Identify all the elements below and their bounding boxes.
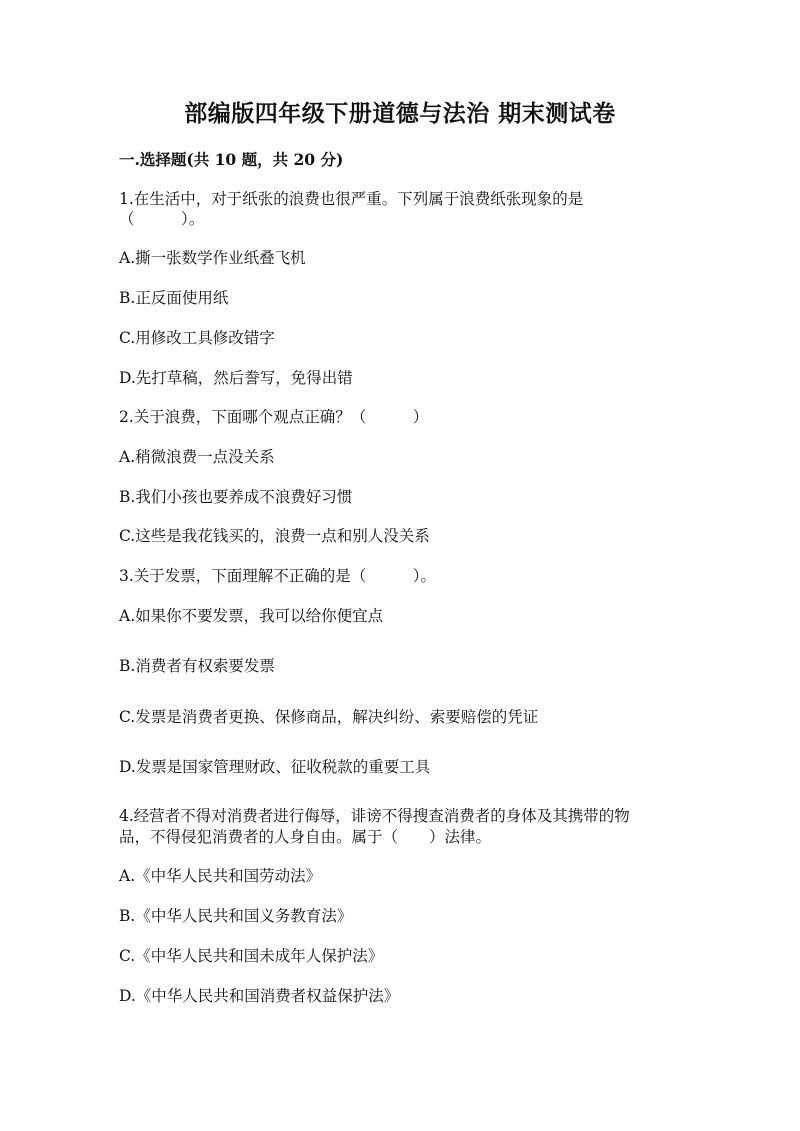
option-a: A.稍微浪费一点没关系 bbox=[119, 448, 275, 466]
option-d: D.先打草稿，然后誊写，免得出错 bbox=[119, 369, 353, 387]
option-d: D.《中华人民共和国消费者权益保护法》 bbox=[119, 987, 400, 1005]
option-c: C.《中华人民共和国未成年人保护法》 bbox=[119, 947, 384, 965]
option-c: C.发票是消费者更换、保修商品，解决纠纷、索要赔偿的凭证 bbox=[119, 708, 539, 726]
question-stem-line: 品，不得侵犯消费者的人身自由。属于（ ）法律。 bbox=[119, 828, 492, 846]
question-stem-line: 4.经营者不得对消费者进行侮辱，诽谤不得搜查消费者的身体及其携带的物 bbox=[119, 807, 630, 825]
question-stem-line: （ ）。 bbox=[119, 210, 205, 228]
question-stem-line: 3.关于发票，下面理解不正确的是（ ）。 bbox=[119, 567, 437, 585]
option-a: A.《中华人民共和国劳动法》 bbox=[119, 867, 322, 885]
option-c: C.用修改工具修改错字 bbox=[119, 329, 275, 347]
option-b: B.消费者有权索要发票 bbox=[119, 657, 275, 675]
option-c: C.这些是我花钱买的，浪费一点和别人没关系 bbox=[119, 527, 430, 545]
question-stem-line: 2.关于浪费，下面哪个观点正确？（ ） bbox=[119, 408, 429, 426]
section-heading: 一.选择题(共 10 题，共 20 分) bbox=[119, 150, 344, 169]
option-d: D.发票是国家管理财政、征收税款的重要工具 bbox=[119, 758, 431, 776]
option-b: B.正反面使用纸 bbox=[119, 289, 229, 307]
option-b: B.《中华人民共和国义务教育法》 bbox=[119, 907, 353, 925]
question-stem-line: 1.在生活中，对于纸张的浪费也很严重。下列属于浪费纸张现象的是 bbox=[119, 190, 584, 208]
page-title: 部编版四年级下册道德与法治 期末测试卷 bbox=[184, 100, 616, 127]
option-a: A.如果你不要发票，我可以给你便宜点 bbox=[119, 607, 384, 625]
option-a: A.撕一张数学作业纸叠飞机 bbox=[119, 249, 306, 267]
option-b: B.我们小孩也要养成不浪费好习惯 bbox=[119, 488, 353, 506]
